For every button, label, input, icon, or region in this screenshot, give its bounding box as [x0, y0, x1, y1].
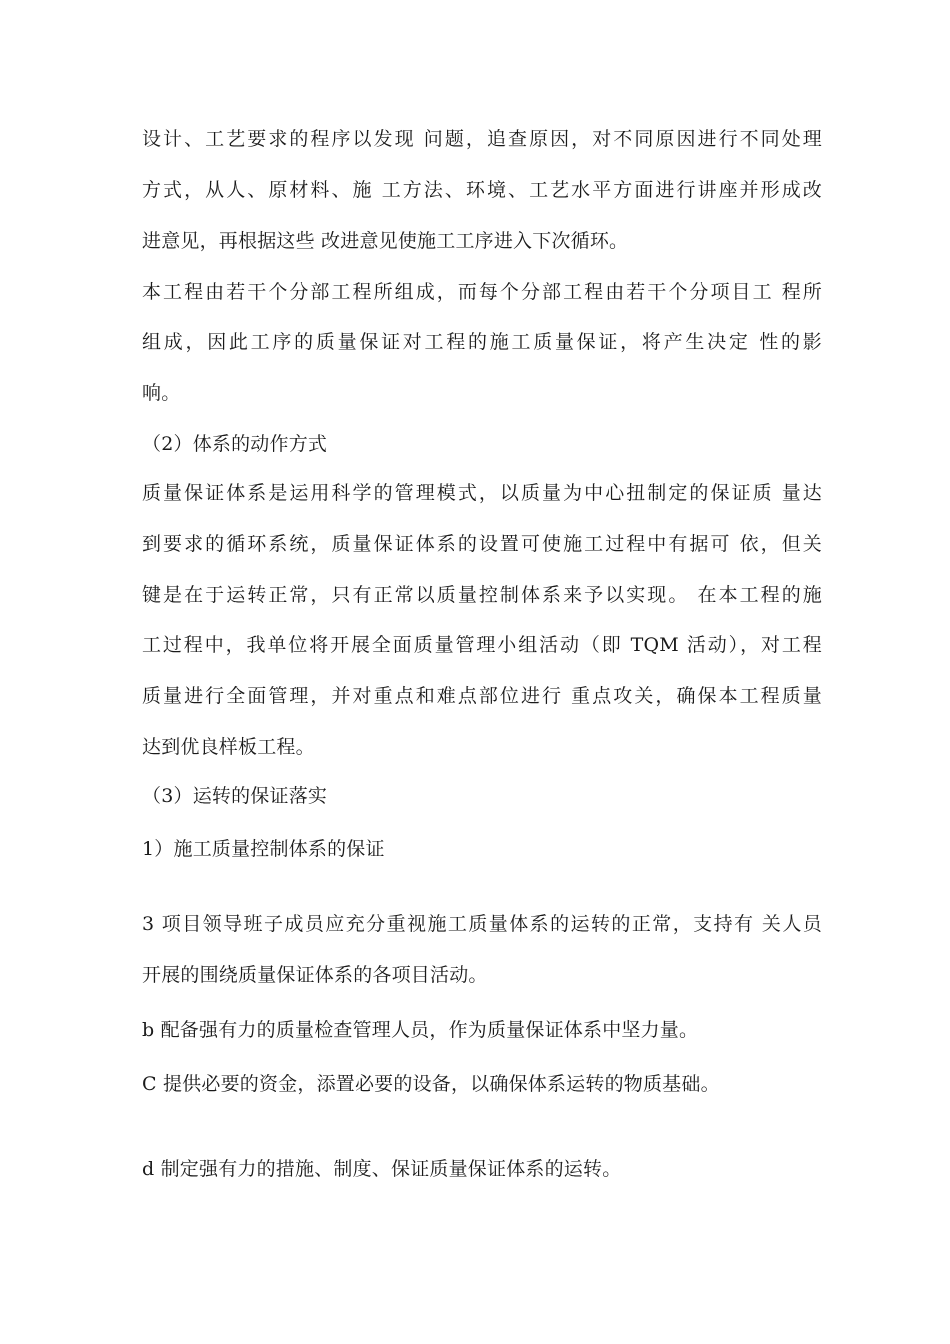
- list-item-line: 3 项目领导班子成员应充分重视施工质量体系的运转的正常，支持有 关人员: [142, 913, 822, 935]
- list-item-line: d 制定强有力的措施、制度、保证质量保证体系的运转。: [142, 1158, 622, 1180]
- paragraph-line: 进意见，再根据这些 改进意见使施工工序进入下次循环。: [142, 230, 629, 252]
- list-item-line: 开展的围绕质量保证体系的各项目活动。: [142, 964, 488, 986]
- paragraph-line: 设计、工艺要求的程序以发现 问题，追查原因，对不同原因进行不同处理: [142, 128, 822, 150]
- paragraph-line: 工过程中，我单位将开展全面质量管理小组活动（即 TQM 活动），对工程: [142, 634, 822, 656]
- section-heading: （3）运转的保证落实: [142, 785, 328, 807]
- paragraph-line: 达到优良样板工程。: [142, 736, 315, 758]
- subsection-heading: 1）施工质量控制体系的保证: [142, 838, 385, 860]
- paragraph-line: 到要求的循环系统，质量保证体系的设置可使施工过程中有据可 依，但关: [142, 533, 822, 555]
- paragraph-line: 方式，从人、原材料、施 工方法、环境、工艺水平方面进行讲座并形成改: [142, 179, 822, 201]
- list-item-line: C 提供必要的资金，添置必要的设备，以确保体系运转的物质基础。: [142, 1073, 720, 1095]
- section-heading: （2）体系的动作方式: [142, 433, 328, 455]
- paragraph-line: 质量进行全面管理，并对重点和难点部位进行 重点攻关，确保本工程质量: [142, 685, 822, 707]
- paragraph-line: 本工程由若干个分部工程所组成，而每个分部工程由若干个分项目工 程所: [142, 281, 822, 303]
- paragraph-line: 质量保证体系是运用科学的管理模式，以质量为中心扭制定的保证质 量达: [142, 482, 822, 504]
- paragraph-line: 响。: [142, 382, 181, 404]
- list-item-line: b 配备强有力的质量检查管理人员，作为质量保证体系中坚力量。: [142, 1019, 699, 1041]
- paragraph-line: 组成，因此工序的质量保证对工程的施工质量保证，将产生决定 性的影: [142, 331, 822, 353]
- paragraph-line: 键是在于运转正常，只有正常以质量控制体系来予以实现。 在本工程的施: [142, 584, 822, 606]
